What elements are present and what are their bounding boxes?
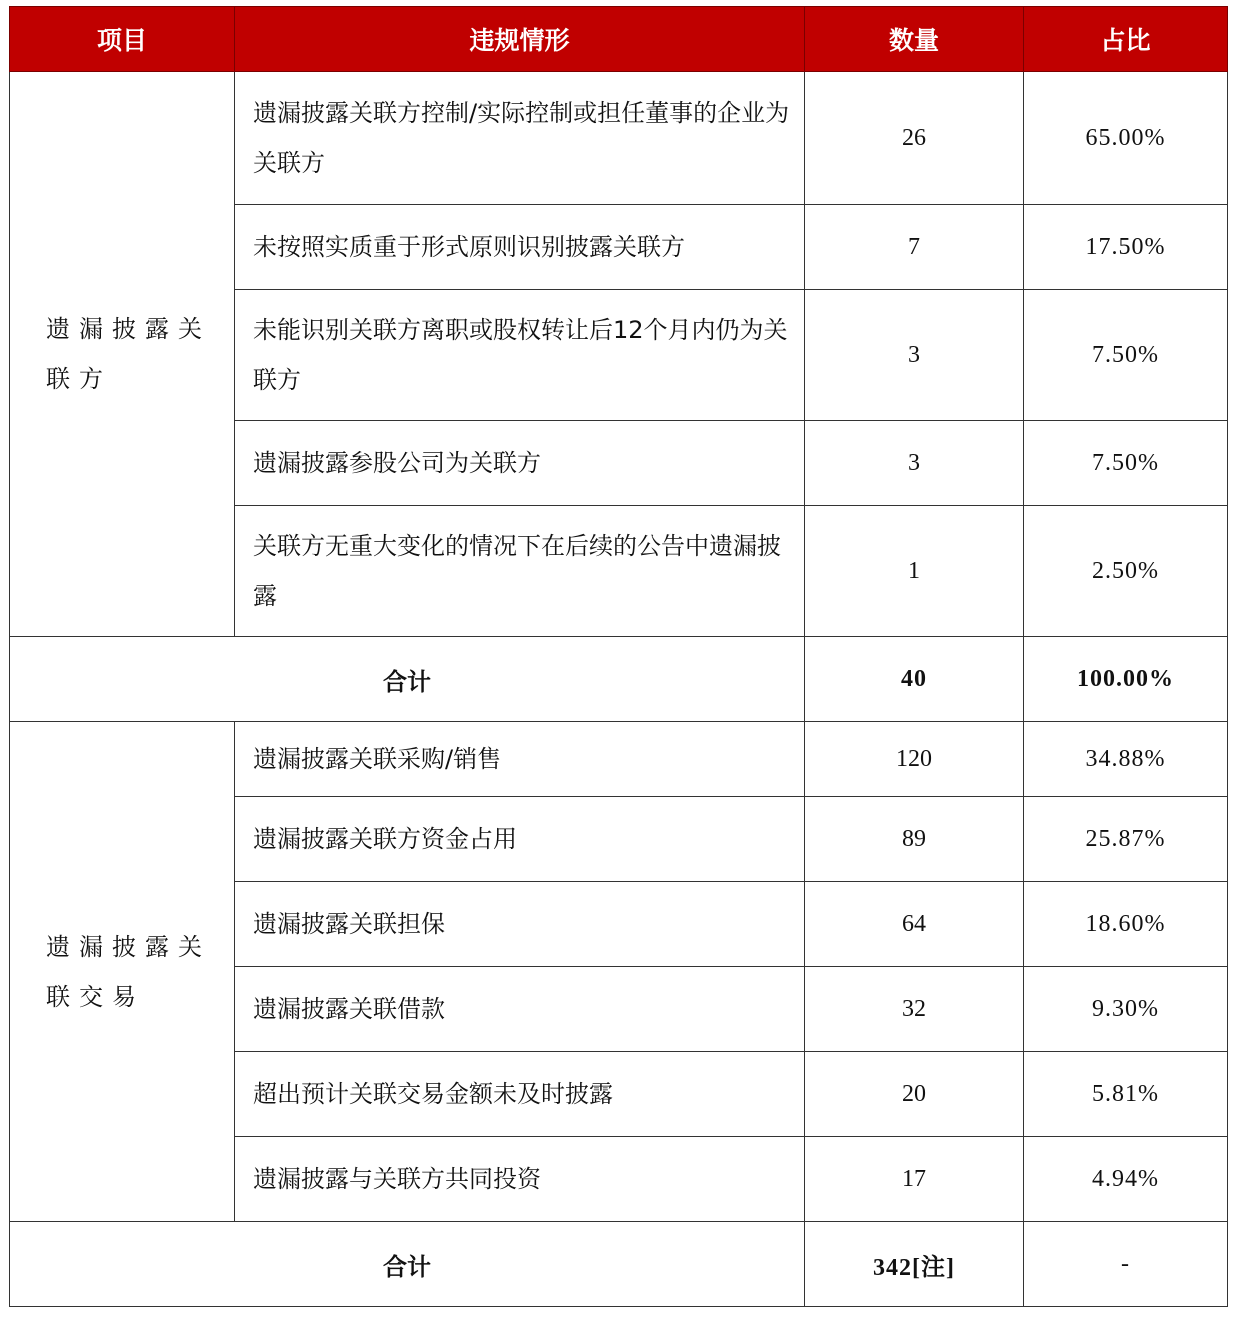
total-ratio: - [1024, 1222, 1228, 1307]
row-ratio: 9.30% [1024, 967, 1228, 1052]
header-violation: 违规情形 [235, 7, 805, 72]
row-ratio: 5.81% [1024, 1052, 1228, 1137]
header-item: 项目 [10, 7, 235, 72]
total-label: 合计 [10, 637, 805, 722]
total-label: 合计 [10, 1222, 805, 1307]
header-ratio: 占比 [1024, 7, 1228, 72]
row-ratio: 25.87% [1024, 797, 1228, 882]
row-ratio: 7.50% [1024, 421, 1228, 506]
table-row [10, 72, 1228, 205]
row-description: 遗漏披露与关联方共同投资 [235, 1137, 805, 1222]
violation-statistics-table [9, 6, 1228, 1307]
row-ratio: 2.50% [1024, 506, 1228, 637]
row-description: 遗漏披露关联方资金占用 [235, 797, 805, 882]
group-label-related-party: 遗漏披露关联方 [10, 72, 235, 637]
row-description: 未按照实质重于形式原则识别披露关联方 [235, 205, 805, 290]
row-count: 64 [805, 882, 1024, 967]
row-description: 遗漏披露关联方控制/实际控制或担任董事的企业为关联方 [235, 72, 805, 205]
row-count: 3 [805, 290, 1024, 421]
row-ratio: 34.88% [1024, 722, 1228, 797]
row-description: 遗漏披露关联借款 [235, 967, 805, 1052]
row-description: 遗漏披露关联担保 [235, 882, 805, 967]
total-count: 342[注] [805, 1222, 1024, 1307]
row-description: 遗漏披露关联采购/销售 [235, 722, 805, 797]
row-ratio: 7.50% [1024, 290, 1228, 421]
table-header-row [10, 7, 1228, 72]
row-count: 1 [805, 506, 1024, 637]
row-ratio: 18.60% [1024, 882, 1228, 967]
total-ratio: 100.00% [1024, 637, 1228, 722]
row-count: 17 [805, 1137, 1024, 1222]
total-row [10, 1222, 1228, 1307]
row-ratio: 65.00% [1024, 72, 1228, 205]
row-count: 3 [805, 421, 1024, 506]
row-description: 超出预计关联交易金额未及时披露 [235, 1052, 805, 1137]
row-count: 7 [805, 205, 1024, 290]
row-count: 89 [805, 797, 1024, 882]
total-row [10, 637, 1228, 722]
group-label-related-transaction: 遗漏披露关联交易 [10, 722, 235, 1222]
row-count: 20 [805, 1052, 1024, 1137]
row-count: 32 [805, 967, 1024, 1052]
total-count: 40 [805, 637, 1024, 722]
table-row [10, 722, 1228, 797]
row-count: 120 [805, 722, 1024, 797]
row-ratio: 4.94% [1024, 1137, 1228, 1222]
row-description: 未能识别关联方离职或股权转让后12个月内仍为关联方 [235, 290, 805, 421]
row-count: 26 [805, 72, 1024, 205]
header-count: 数量 [805, 7, 1024, 72]
row-ratio: 17.50% [1024, 205, 1228, 290]
row-description: 关联方无重大变化的情况下在后续的公告中遗漏披露 [235, 506, 805, 637]
row-description: 遗漏披露参股公司为关联方 [235, 421, 805, 506]
